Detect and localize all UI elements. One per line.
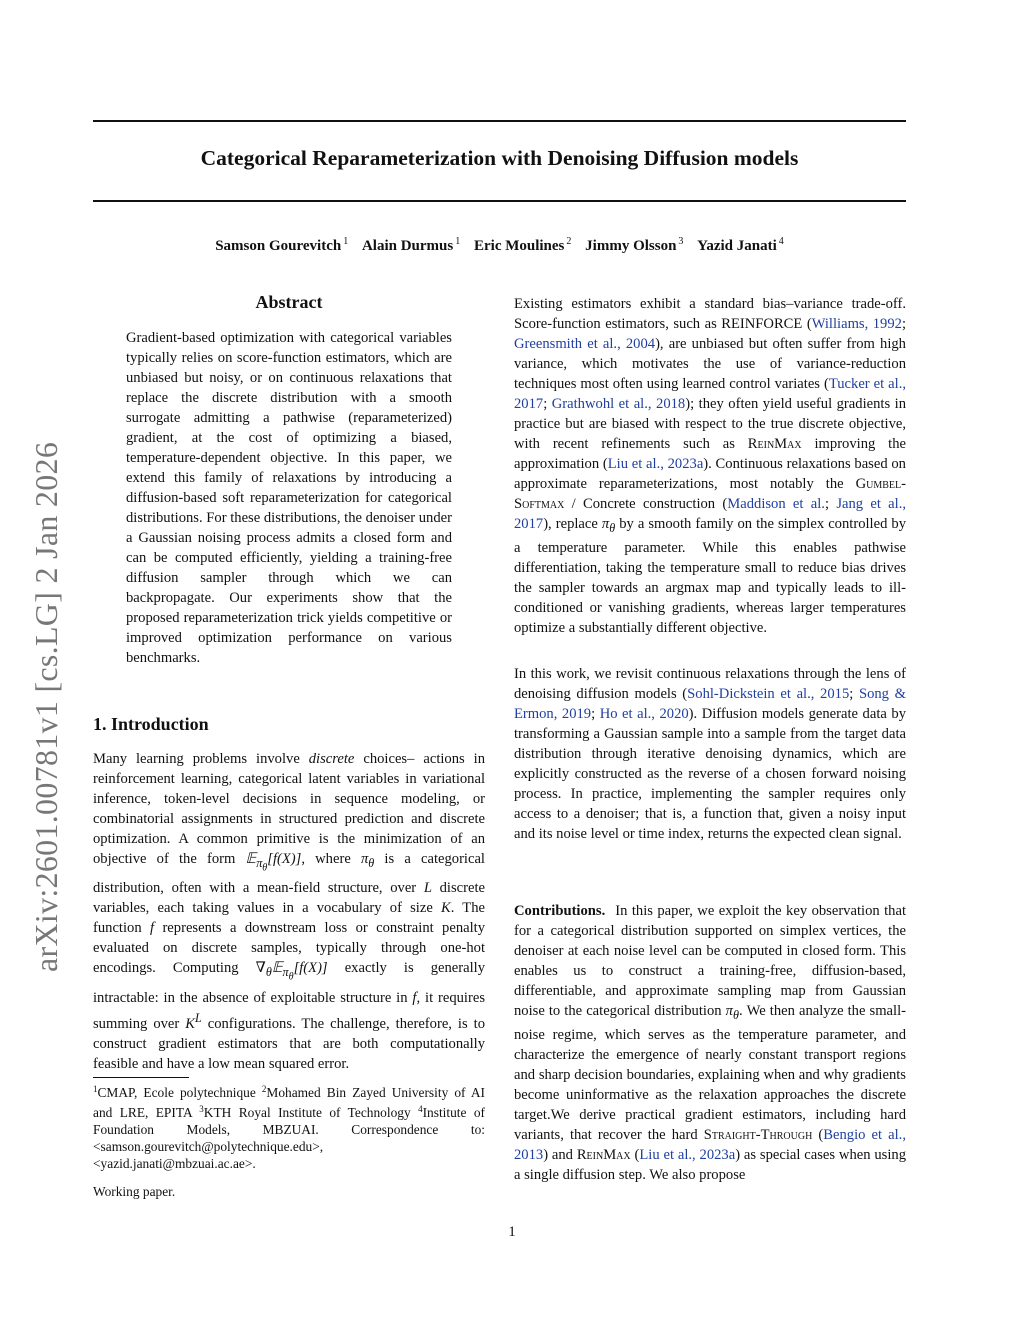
math-pi-theta: $\pi_\theta$ <box>360 851 375 870</box>
author: Jimmy Olsson $^3$ <box>585 236 684 254</box>
citation-link[interactable]: Grathwohl et al., 2018 <box>551 396 686 412</box>
citation-link[interactable]: Liu et al., 2023a <box>639 1146 736 1163</box>
author-list <box>93 236 906 255</box>
citation-link[interactable]: Maddison et al. <box>727 496 825 512</box>
intro-paragraph: Many learning problems involve discrete choices– actions in reinforcement learning, categorical latent variables in variational inference, token-level decisions in sequence modeling, or combinatorial assignments in structured prediction and discrete optimization. A common primitive is the minimization of an objective of the form 𝔼$_{\pi_\theta}$[f(X)], where $\pi_\theta$ is a categorical distribution, often with a mean-field structure, over L discrete variables, each taking values in a vocabulary of size K. The function f represents a downstream loss or constraint penalty evaluated on discrete samples, typically through one-hot encodings. Computing $\nabla_\theta 𝔼_{\pi_\theta}[f(X)]$ exactly is generally intractable: in the absence of exploitable structure in f, it requires summing over $K^L$ configurations. The challenge, therefore, is to construct gradient estimators that are both computationally feasible and have a low mean squared error. <box>93 751 486 1072</box>
abstract-body <box>126 328 452 668</box>
citation-link[interactable]: Tucker et al., 2017 <box>514 376 906 412</box>
author: Samson Gourevitch $^1$ <box>215 236 349 254</box>
author: Eric Moulines $^2$ <box>473 236 572 254</box>
citation-link[interactable]: Bengio et al., 2013 <box>514 1126 906 1163</box>
author: Yazid Janati $^4$ <box>697 236 784 254</box>
footnote-rule <box>93 1077 189 1078</box>
citation-link[interactable]: Ho et al., 2020 <box>599 706 689 722</box>
author: Alain Durmus $^1$ <box>361 236 461 254</box>
citation-link[interactable]: Williams, 1992 <box>811 316 902 332</box>
contributions-runin-heading: Contributions. <box>514 903 606 919</box>
paper-title: Categorical Reparameterization with Denoising Diffusion models <box>200 146 799 170</box>
working-paper-note: Working paper. <box>93 1184 176 1199</box>
arxiv-stamp: arXiv:2601.00781v1 [cs.LG] 2 Jan 2026 <box>28 441 64 972</box>
title-bottom-rule <box>93 200 906 202</box>
citation-link[interactable]: Greensmith et al., 2004 <box>514 336 656 352</box>
citation-link[interactable]: Song & Ermon, 2019 <box>514 686 906 722</box>
right-paragraph-contributions: Contributions. In this paper, we exploit the key observation that for a categorical distribution supported on simplex vertices, the denoiser at each noise level can be computed in closed form. This enables us to construct a training-free, diffusion-based, differentiable, and approximate sampling map from Gaussian noise to the categorical distribution $\pi_\theta$. We then analyze the small-noise regime, which serves as the temperature parameter, and characterize the emergence of nearly constant transport regions and sharp decision boundaries, explaining when and why gradients become uninformative as the relaxation approaches the discrete target.We derive practical gradient estimators, including hard variants, that recover the hard Straight-Through (Bengio et al., 2013) and ReinMax (Liu et al., 2023a) as special cases when using a single diffusion step. We also propose <box>514 903 907 1183</box>
math-k-power-l: $K^L$ <box>185 1010 202 1032</box>
abstract-text: Gradient-based optimization with categorical variables typically relies on score-function estimators, which are unbiased but noisy, or on continuous relaxations that replace the discrete distribution with a smooth surrogate admitting a pathwise (reparameterized) gradient, at the cost of optimizing a biased, temperature-dependent objective. In this paper, we extend this family of relaxations by introducing a diffusion-based soft reparameterization for categorical distributions. For these distributions, the denoiser under a Gaussian noising process admits a closed form and can be computed efficiently, yielding a training-free diffusion sampler through which we can backpropagate. Our experiments show that the proposed reparameterization trick yields competitive or improved optimization performance on various benchmarks. <box>126 330 452 666</box>
citation-link[interactable]: Liu et al., 2023a <box>607 456 704 472</box>
title-top-rule <box>93 120 906 122</box>
math-gradient: $\nabla_\theta 𝔼_{\pi_\theta}[f(X)]$ <box>255 960 328 983</box>
section-heading-introduction: 1. Introduction <box>93 714 209 734</box>
citation-link[interactable]: Jang et al., 2017 <box>514 496 907 532</box>
citation-link[interactable]: Sohl-Dickstein et al., 2015 <box>687 686 850 702</box>
right-paragraph-1: Existing estimators exhibit a standard bias–variance trade-off. Score-function estimators, such as REINFORCE (Williams, 1992; Greensmith et al., 2004), are unbiased but often suffer from high variance, which motivates the use of variance-reduction techniques most often using learned control variates (Tucker et al., 2017; Grathwohl et al., 2018); they often yield useful gradients in practice but are biased with respect to the true discrete objective, with recent refinements such as ReinMax improving the approximation (Liu et al., 2023a). Continuous relaxations based on approximate reparameterizations, most notably the Gumbel-Softmax / Concrete construction (Maddison et al.; Jang et al., 2017), replace $\pi_\theta$ by a smooth family on the simplex controlled by a temperature parameter. While this enables pathwise differentiation, taking the temperature small to reduce bias drives the sampler towards an argmax map and typically leads to ill-conditioned or vanishing gradients, whereas larger temperatures optimize a substantially different objective. <box>514 296 907 636</box>
affiliation-footnote: $^1$CMAP, Ecole polytechnique $^2$Mohamed Bin Zayed University of AI and LRE, EPITA $^3$KTH Royal Institute of Technology $^4$Institute of Foundation Models, MBZUAI. Correspondence to: <samson.gourevitch@polytechnique.edu>, <yazid.janati@mbzuai.ac.ae>. <box>93 1084 486 1171</box>
right-paragraph-2: In this work, we revisit continuous relaxations through the lens of denoising diffusion models (Sohl-Dickstein et al., 2015; Song & Ermon, 2019; Ho et al., 2020). Diffusion models generate data by transforming a Gaussian sample into a sample from the target data distribution through iterative denoising dynamics, which are explicitly constructed as the reverse of a chosen forward noising process. In practice, implementing the sampler requires only access to a denoiser; that is, a function that, given a noisy input and its noise level or time index, returns the expected clean signal. <box>514 666 906 842</box>
page-number: 1 <box>508 1224 516 1240</box>
abstract-heading: Abstract <box>255 292 323 312</box>
math-expectation: 𝔼$_{\pi_\theta}$[f(X)] <box>245 851 302 874</box>
